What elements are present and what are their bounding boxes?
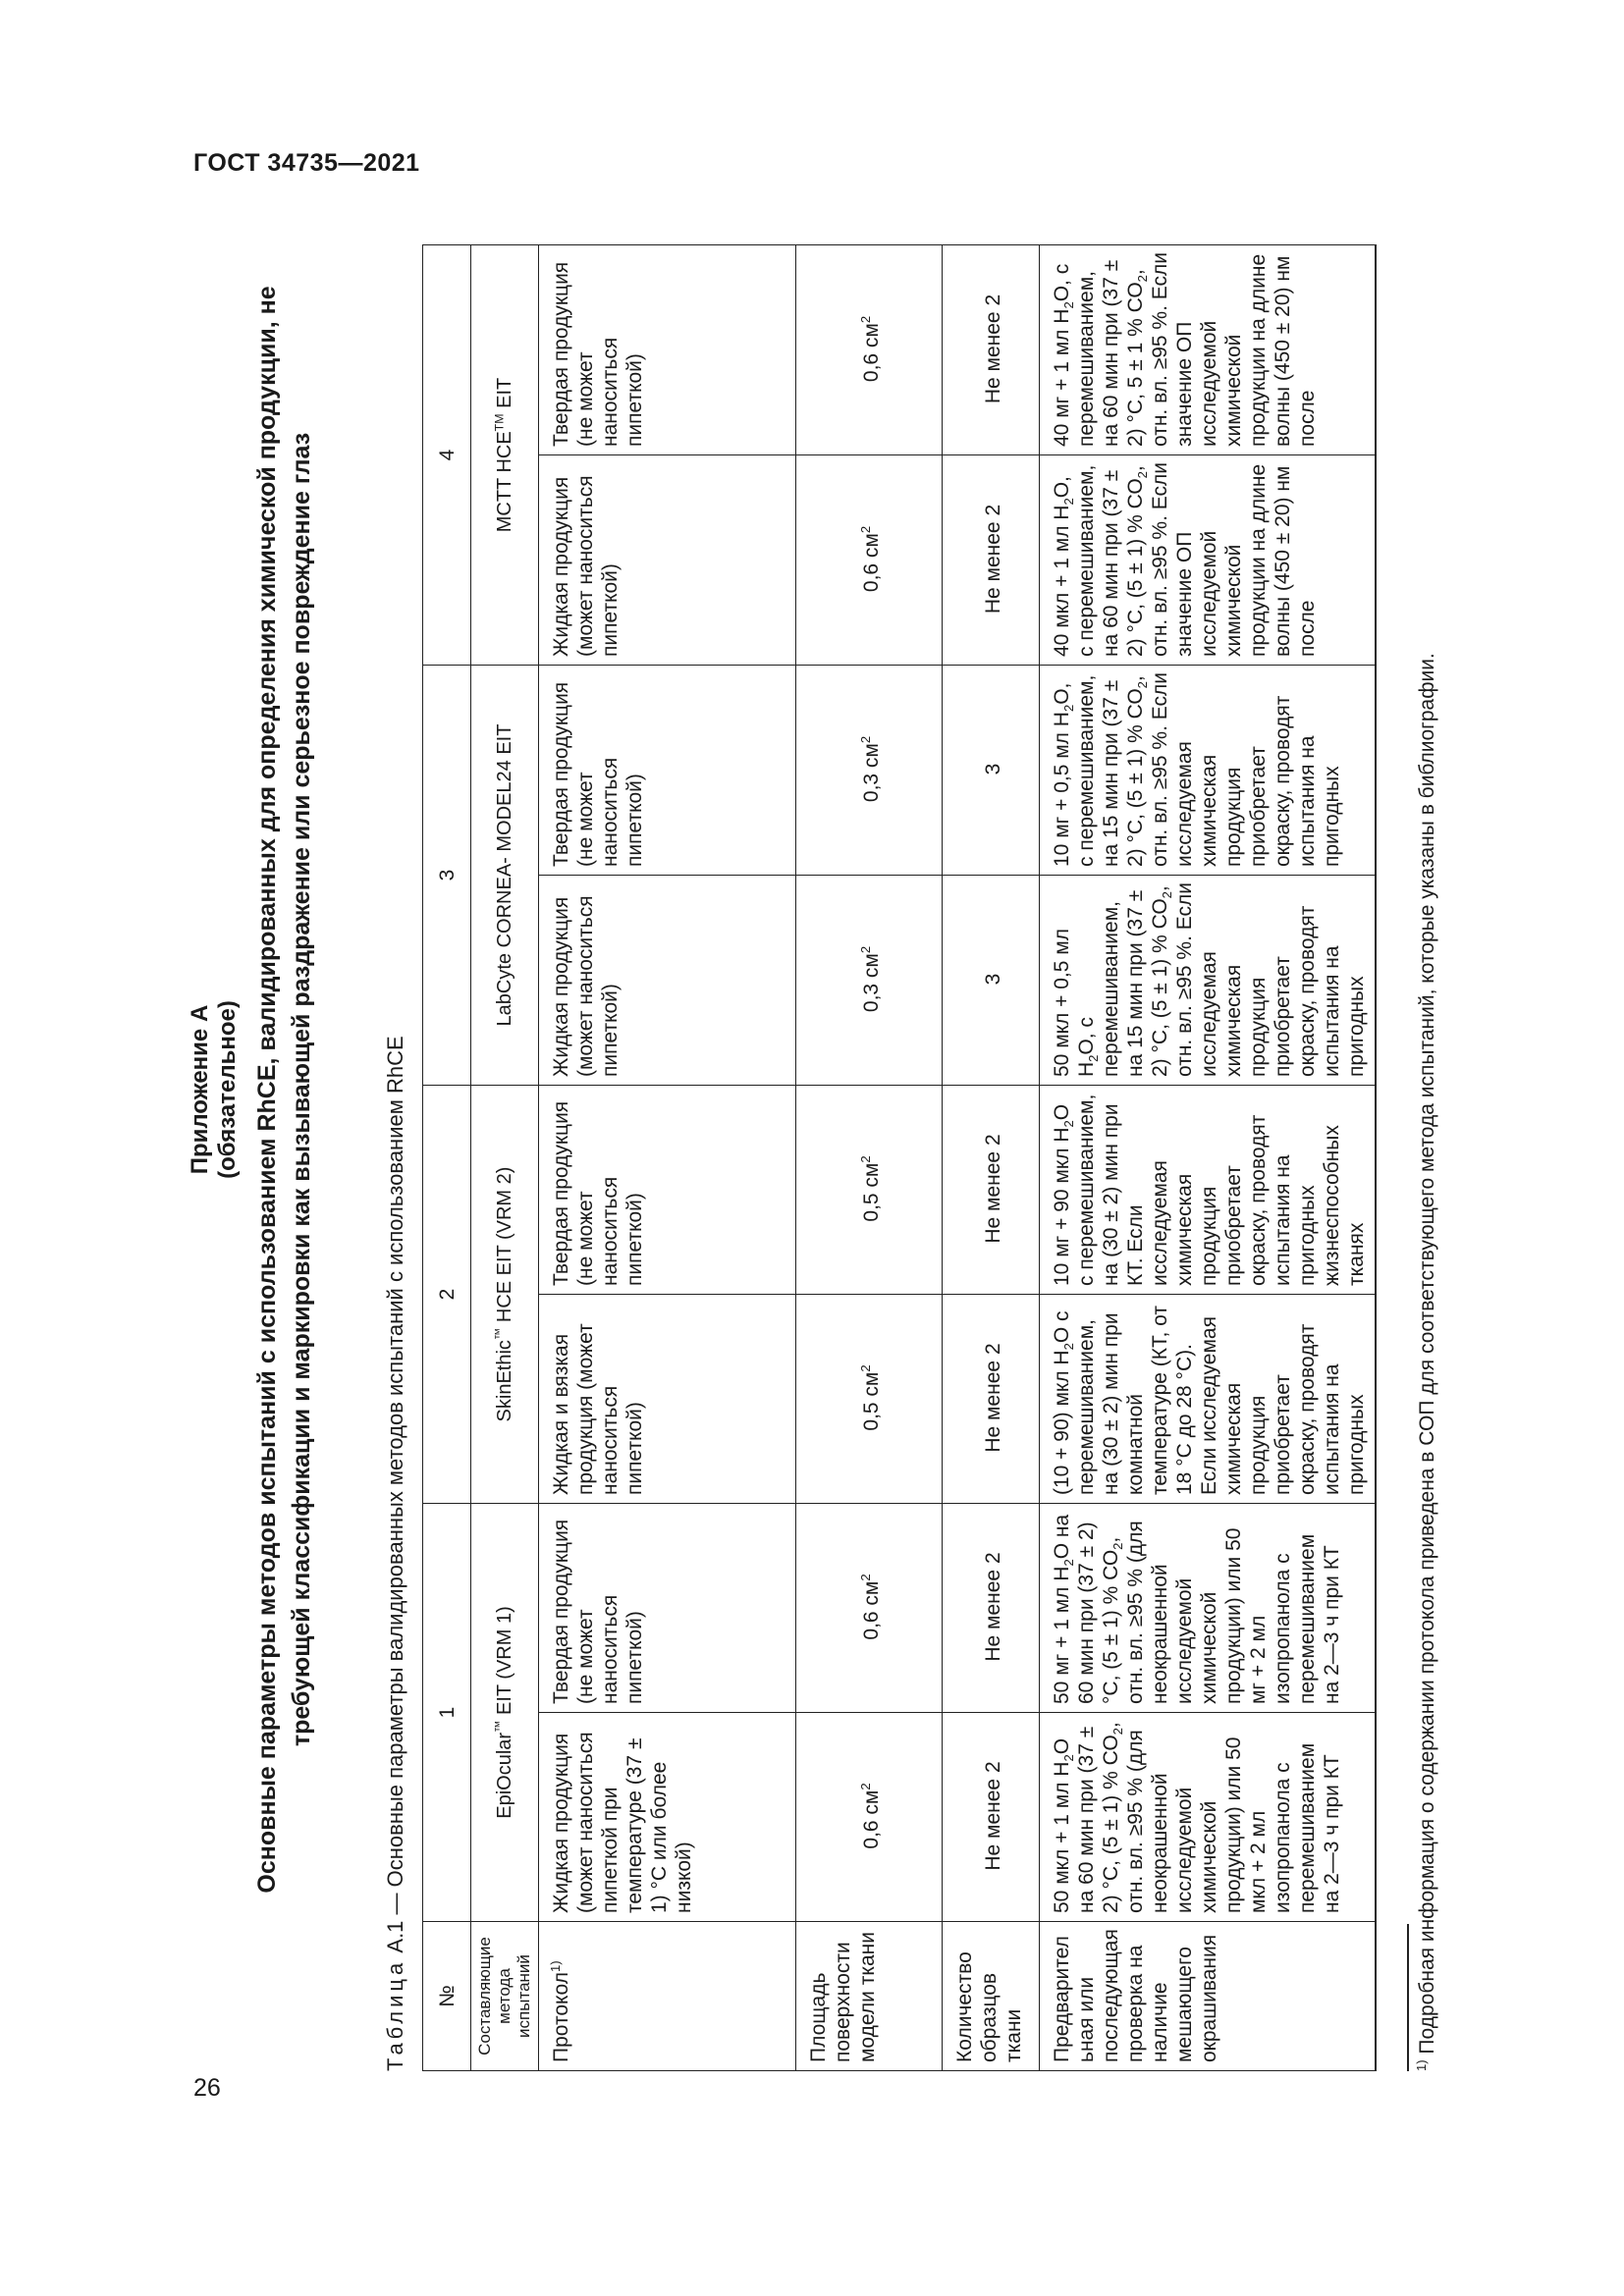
document-code: ГОСТ 34735—2021 (193, 149, 420, 177)
footnote (1416, 653, 1439, 2071)
check-cell-3: (10 + 90) мкл $H_2O$ с перемешиванием, на (30 ± 2) мин при комнатной температуре (КТ, от 18 °С до 28 °С). Если исследуемая химическая продукция приобретает окраску, проводят испытания на пригодных (1040, 1295, 1377, 1504)
method-number-1: 1 (423, 1504, 471, 1922)
area-cell-7: 0,6 $см^2$ (796, 455, 943, 666)
table-row-protocol (539, 245, 796, 2071)
count-cell-3: Не менее 2 (943, 1295, 1040, 1504)
area-cell-6: 0,3 $см^2$ (796, 666, 943, 876)
count-cell-5: 3 (943, 876, 1040, 1086)
table-row-numbers (423, 245, 471, 2071)
protocol-cell-8: Твердая продукция (не может наноситься пипеткой) (539, 245, 796, 455)
table-caption-text: — Основные параметры валидированных методов испытаний с использованием RhCE (383, 1036, 407, 1915)
footnote-divider (1407, 1924, 1409, 2071)
protocol-label (539, 1922, 796, 2071)
trademark-mark: ™ (491, 1720, 506, 1733)
method-name-1a: EpiOcular (493, 1732, 515, 1819)
method-name-4b: EIT (493, 377, 515, 408)
count-label: Количество образцов ткани (943, 1922, 1040, 2071)
protocol-cell-2: Твердая продукция (не может наноситься пипеткой) (539, 1504, 796, 1713)
area-cell-1: 0,6 $см^2$ (796, 1713, 943, 1922)
main-title (250, 108, 319, 2071)
check-cell-1: 50 мкл + 1 мл $H_2O$ на 60 мин при (37 ± 2) °С, (5 ± 1) % $СО_2$, отн. вл. ≥95 % (для неокрашенной исследуемой химической продукции) или 50 мкл + 2 мл изопропанола с перемешиванием на 2—3 ч при КТ (1040, 1713, 1377, 1922)
annex-heading (187, 108, 242, 2071)
protocol-label-text: Протокол (550, 1972, 572, 2062)
method-name-2 (471, 1086, 539, 1504)
parameters-table (422, 244, 1377, 2071)
method-number-4: 4 (423, 245, 471, 666)
count-cell-8: Не менее 2 (943, 245, 1040, 455)
method-name-2b: HCE EIT (VRM 2) (493, 1166, 515, 1323)
trademark-mark: TM (491, 413, 506, 432)
check-cell-4: 10 мг + 90 мкл $H_2O$ с перемешиванием, на (30 ± 2) мин при КТ. Если исследуемая химическая продукция приобретает окраску, проводят испытания на пригодных жизнеспособных тканях (1040, 1086, 1377, 1295)
annex-status: (обязательное) (214, 1000, 241, 1179)
count-cell-6: 3 (943, 666, 1040, 876)
table-caption (383, 1036, 408, 2071)
protocol-cell-5: Жидкая продукция (может наноситься пипеткой) (539, 876, 796, 1086)
protocol-cell-3: Жидкая и вязкая продукция (может наноситься пипеткой) (539, 1295, 796, 1504)
rotated-page-content (177, 108, 1512, 2071)
area-cell-2: 0,6 $см^2$ (796, 1504, 943, 1713)
area-label: Площадь поверхности модели ткани (796, 1922, 943, 2071)
protocol-cell-4: Твердая продукция (не может наноситься пипеткой) (539, 1086, 796, 1295)
footnote-mark: 1) (1414, 2059, 1429, 2071)
count-cell-7: Не менее 2 (943, 455, 1040, 666)
method-name-2a: SkinEthic (493, 1340, 515, 1422)
count-cell-4: Не менее 2 (943, 1086, 1040, 1295)
table-row-method-names (471, 245, 539, 2071)
check-cell-7: 40 мкл + 1 мл $H_2O$, с перемешиванием, на 60 мин при (37 ± 2) °С, (5 ± 1) % $СО_2$, отн. вл. ≥95 %. Если значение ОП исследуемой химической продукции на длине волны (450 ± 20) нм после (1040, 455, 1377, 666)
area-cell-8: 0,6 $см^2$ (796, 245, 943, 455)
method-name-1b: EIT (VRM 1) (493, 1606, 515, 1715)
area-cell-3: 0,5 $см^2$ (796, 1295, 943, 1504)
annex-title: Приложение А (187, 1004, 213, 1175)
method-number-2: 2 (423, 1086, 471, 1504)
area-cell-4: 0,5 $см^2$ (796, 1086, 943, 1295)
footnote-text: Подробная информация о содержании протокола приведена в СОП для соответствующего метода испытаний, которые указаны в библиографии. (1416, 653, 1438, 2055)
method-name-4 (471, 245, 539, 666)
check-label: Предварительная или последующая проверка на наличие мешающего окрашивания (1040, 1922, 1377, 2071)
count-cell-2: Не менее 2 (943, 1504, 1040, 1713)
table-row-staining-check (1040, 245, 1377, 2071)
protocol-cell-7: Жидкая продукция (может наноситься пипеткой) (539, 455, 796, 666)
method-number-3: 3 (423, 666, 471, 1086)
table-caption-label: Таблица (383, 1958, 407, 2071)
check-cell-8: 40 мг + 1 мл $H_2O$, с перемешиванием, на 60 мин при (37 ± 2) °С, 5 ± 1 % $СО_2$, отн. вл. ≥95 %. Если значение ОП исследуемой химической продукции на длине волны (450 ± 20) нм после (1040, 245, 1377, 455)
protocol-cell-6: Твердая продукция (не может наноситься пипеткой) (539, 666, 796, 876)
area-cell-5: 0,3 $см^2$ (796, 876, 943, 1086)
methods-header-cell: Составляющие метода испытаний (471, 1922, 539, 2071)
main-title-line-1: Основные параметры методов испытаний с использованием RhCE, валидированных для определения химической продукции, не (253, 286, 281, 1894)
check-cell-6: 10 мг + 0,5 мл $H_2O$, с перемешиванием, на 15 мин при (37 ± 2) °С, (5 ± 1) % $СО_2$, отн. вл. ≥95 %. Если исследуемая химическая продукция приобретает окраску, проводят испытания на пригодных (1040, 666, 1377, 876)
check-cell-5: 50 мкл + 0,5 мл $H_2O$, с перемешиванием, на 15 мин при (37 ± 2) °С, (5 ± 1) % $СО_2$, отн. вл. ≥95 %. Если исследуемая химическая продукция приобретает окраску, проводят испытания на пригодных (1040, 876, 1377, 1086)
method-name-3: LabCyte CORNEA- MODEL24 EIT (471, 666, 539, 1086)
protocol-cell-1: Жидкая продукция (может наноситься пипеткой при температуре (37 ± 1) °С или более низкой) (539, 1713, 796, 1922)
table-caption-number: А.1 (383, 1920, 407, 1953)
method-name-1 (471, 1504, 539, 1922)
table-row-count (943, 245, 1040, 2071)
page-number: 26 (193, 2074, 221, 2102)
method-name-4a: MCTT HCE (493, 431, 515, 533)
check-cell-2: 50 мг + 1 мл $H_2O$ на 60 мин при (37 ± 2) °С, (5 ± 1) % $СО_2$, отн. вл. ≥95 % (для неокрашенной исследуемой химической продукции) или 50 мг + 2 мл изопропанола с перемешиванием на 2—3 ч при КТ (1040, 1504, 1377, 1713)
count-cell-1: Не менее 2 (943, 1713, 1040, 1922)
number-header-cell: № (423, 1922, 471, 2071)
table-row-area (796, 245, 943, 2071)
trademark-mark: ™ (491, 1327, 506, 1341)
protocol-footnote-mark: 1) (548, 1960, 563, 1973)
main-title-line-2: требующей классификации и маркировки как вызывающей раздражение или серьезное повреждение глаз (288, 432, 315, 1747)
